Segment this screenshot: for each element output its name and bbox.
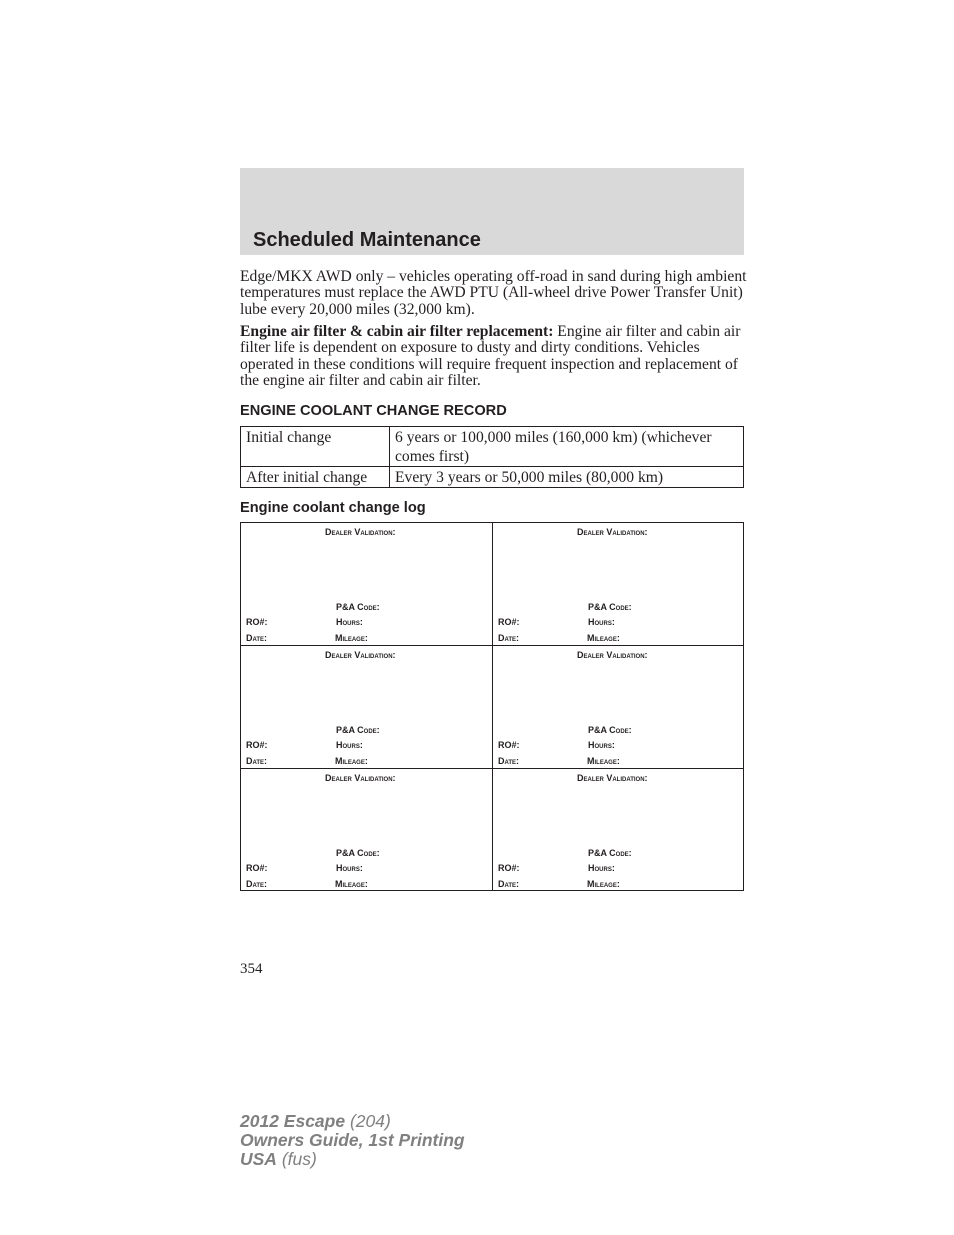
pa-code-label: P&A Code: bbox=[588, 725, 632, 736]
table-row bbox=[241, 427, 744, 467]
footer-guide: Owners Guide, 1st Printing bbox=[240, 1130, 465, 1150]
log-entry-box bbox=[492, 645, 743, 767]
dealer-validation-label: Dealer Validation: bbox=[325, 650, 396, 661]
coolant-log-heading: Engine coolant change log bbox=[240, 500, 426, 516]
coolant-record-heading: ENGINE COOLANT CHANGE RECORD bbox=[240, 403, 507, 419]
hours-label: Hours: bbox=[336, 862, 363, 873]
pa-code-label: P&A Code: bbox=[336, 847, 380, 858]
mileage-label: Mileage: bbox=[335, 878, 368, 889]
log-entry-box bbox=[241, 523, 492, 645]
record-label: After initial change bbox=[241, 467, 390, 488]
mileage-label: Mileage: bbox=[335, 633, 368, 643]
pa-code-label: P&A Code: bbox=[336, 602, 380, 612]
date-label: Date: bbox=[498, 756, 520, 767]
footer-model-code: (204) bbox=[345, 1111, 391, 1131]
section-header-band bbox=[240, 168, 744, 255]
ro-label: RO#: bbox=[246, 740, 268, 751]
date-label: Date: bbox=[498, 878, 520, 889]
record-value: 6 years or 100,000 miles (160,000 km) (whichever comes first) bbox=[390, 427, 744, 467]
log-entry-box bbox=[241, 645, 492, 767]
mileage-label: Mileage: bbox=[587, 633, 620, 643]
page-number: 354 bbox=[240, 961, 263, 977]
date-label: Date: bbox=[498, 633, 520, 643]
ro-label: RO#: bbox=[498, 740, 520, 751]
log-entry-box bbox=[241, 768, 492, 890]
hours-label: Hours: bbox=[588, 617, 615, 627]
date-label: Date: bbox=[246, 756, 268, 767]
table-row bbox=[241, 467, 744, 488]
air-filter-lead: Engine air filter & cabin air filter replacement: bbox=[240, 323, 554, 340]
mileage-label: Mileage: bbox=[587, 756, 620, 767]
footer-line-model bbox=[240, 1112, 465, 1131]
dealer-validation-label: Dealer Validation: bbox=[577, 650, 648, 661]
coolant-log-grid bbox=[240, 522, 744, 891]
ro-label: RO#: bbox=[498, 617, 520, 627]
air-filter-body: Engine air filter and cabin air filter life is dependent on exposure to dusty and dirty conditions. Vehicles operated in these conditions will require frequent inspection and replacement of the engine air filter and cabin air filter. bbox=[240, 323, 741, 389]
footer-region: USA bbox=[240, 1149, 277, 1169]
air-filter-paragraph bbox=[240, 324, 750, 389]
date-label: Date: bbox=[246, 878, 268, 889]
record-label: Initial change bbox=[241, 427, 390, 467]
hours-label: Hours: bbox=[588, 862, 615, 873]
log-entry-box bbox=[492, 523, 743, 645]
hours-label: Hours: bbox=[336, 617, 363, 627]
date-label: Date: bbox=[246, 633, 268, 643]
pa-code-label: P&A Code: bbox=[588, 847, 632, 858]
document-footer bbox=[240, 1112, 465, 1169]
log-entry-box bbox=[492, 768, 743, 890]
dealer-validation-label: Dealer Validation: bbox=[577, 527, 648, 537]
dealer-validation-label: Dealer Validation: bbox=[325, 527, 396, 537]
pa-code-label: P&A Code: bbox=[588, 602, 632, 612]
pa-code-label: P&A Code: bbox=[336, 725, 380, 736]
footer-line-guide bbox=[240, 1131, 465, 1150]
footer-region-code: (fus) bbox=[276, 1149, 317, 1169]
ro-label: RO#: bbox=[246, 862, 268, 873]
ro-label: RO#: bbox=[246, 617, 268, 627]
mileage-label: Mileage: bbox=[335, 756, 368, 767]
section-title: Scheduled Maintenance bbox=[253, 229, 481, 251]
coolant-record-table bbox=[240, 426, 744, 488]
awd-note-paragraph: Edge/MKX AWD only – vehicles operating off-road in sand during high ambient temperatures must replace the AWD PTU (All-wheel drive Power Transfer Unit) lube every 20,000 miles (32,000 km). bbox=[240, 268, 747, 318]
hours-label: Hours: bbox=[336, 740, 363, 751]
hours-label: Hours: bbox=[588, 740, 615, 751]
footer-line-region bbox=[240, 1150, 465, 1169]
ro-label: RO#: bbox=[498, 862, 520, 873]
mileage-label: Mileage: bbox=[587, 878, 620, 889]
dealer-validation-label: Dealer Validation: bbox=[577, 772, 648, 783]
dealer-validation-label: Dealer Validation: bbox=[325, 772, 396, 783]
record-value: Every 3 years or 50,000 miles (80,000 km) bbox=[390, 467, 744, 488]
footer-model: 2012 Escape bbox=[240, 1111, 346, 1131]
